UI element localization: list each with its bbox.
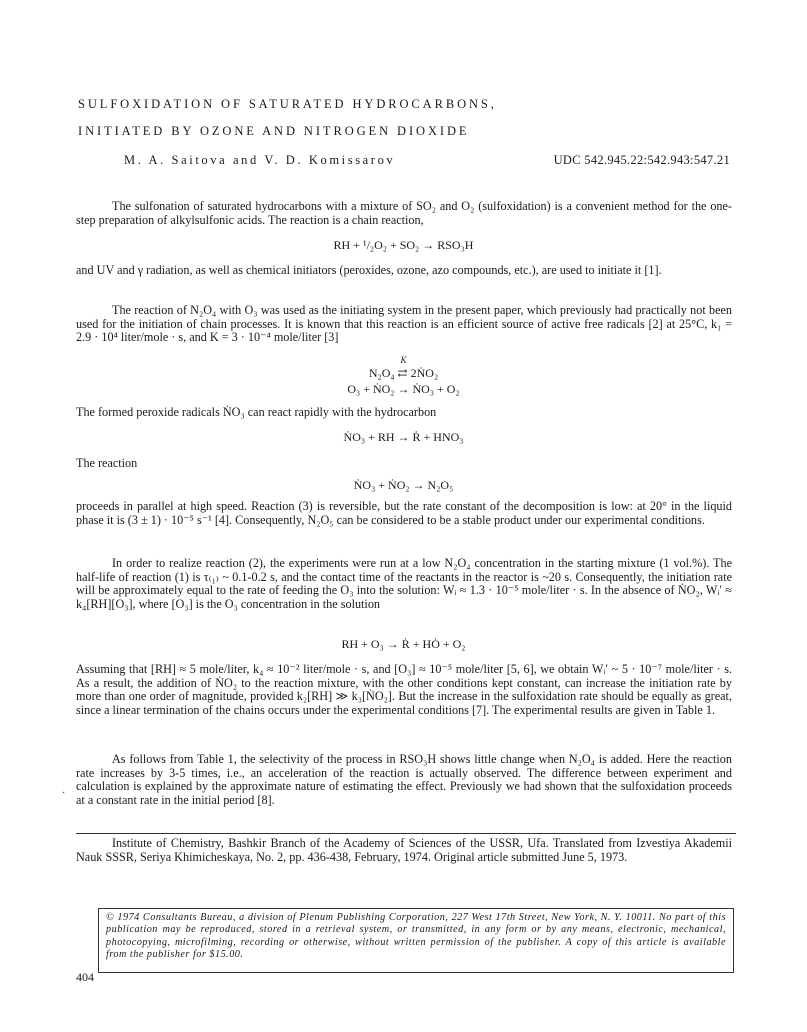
- paragraph-7: In order to realize reaction (2), the experiments were run at a low N₂O₄ concentration in the starting mixture (1 vol.%). The half-life of reaction (1) is τ₍₁₎ ~ 0.1-0.2 s, and the contact time of the reactants in the reactor is ~20 s. Consequently, the initiation rate will be approximately equal to the rate of feeding the O₃ into the solution: Wᵢ ≈ 1.3 · 10⁻⁵ mole/liter · s. In the absence of ṄO₂, Wᵢ′ ≈ k₄[RH][O₃], where [O₃] is the O₃ concentration in the solution: [76, 556, 732, 611]
- title-line-1: SULFOXIDATION OF SATURATED HYDROCARBONS,: [78, 97, 497, 111]
- page-number: 404: [76, 970, 94, 984]
- footnote-rule: [76, 833, 736, 834]
- copyright-text: © 1974 Consultants Bureau, a division of Plenum Publishing Corporation, 227 West 17th Street, New York, N. Y. 10011. No part of this publication may be reproduced, stored in a retrieval system, or transmitted, in any form or by any means, electronic, mechanical, photocopying, microfilming, recording or otherwise, without written permission of the publisher. A copy of this article is available from the publisher for $15.00.: [106, 912, 726, 961]
- udc-code: UDC 542.945.22:542.943:547.21: [553, 153, 730, 167]
- equation-4: ṄO₃ + RH → Ṙ + HNO₃: [343, 430, 464, 444]
- paragraph-5: The reaction: [76, 456, 138, 470]
- title-line-2: INITIATED BY OZONE AND NITROGEN DIOXIDE: [78, 124, 470, 138]
- paragraph-9: As follows from Table 1, the selectivity of the process in RSO₃H shows little change when N₂O₄ is added. Here the reaction rate increases by 3-5 times, i.e., an acceleration of the reaction is actually observed. The difference between experiment and calculation is explained by the approximate nature of estimating the effect. Previously we had shown that the sulfoxidation proceeds at a constant rate in the initial period [8].: [76, 752, 732, 807]
- paragraph-2: and UV and γ radiation, as well as chemical initiators (peroxides, ozone, azo compounds, etc.), are used to initiate it [1].: [76, 263, 662, 277]
- paragraph-4: The formed peroxide radicals ṄO₃ can react rapidly with the hydrocarbon: [76, 405, 437, 419]
- paragraph-1: The sulfonation of saturated hydrocarbons with a mixture of SO₂ and O₂ (sulfoxidation) is a convenient method for the one-step preparation of alkylsulfonic acids. The reaction is a chain reaction,: [76, 199, 732, 227]
- paragraph-3: The reaction of N₂O₄ with O₃ was used as the initiating system in the present paper, which previously had practically not been used for the initiation of chain processes. It is known that this reaction is an efficient source of active free radicals [2] at 25°C, k₁ = 2.9 · 10⁴ liter/mole · s, and K = 3 · 10⁻⁴ mole/liter [3]: [76, 303, 732, 345]
- equation-3: O₃ + ṄO₂ → ṄO₃ + O₂: [347, 382, 460, 396]
- equation-2: N₂O₄ ⇄ 2ṄO₂: [368, 366, 439, 380]
- equation-6: RH + O₃ → Ṙ + HȮ + O₂: [341, 637, 466, 651]
- margin-dot: ·: [62, 788, 66, 799]
- paragraph-6: proceeds in parallel at high speed. Reaction (3) is reversible, but the rate constant of the decomposition is low: at 20° in the liquid phase it is (3 ± 1) · 10⁻⁵ s⁻¹ [4]. Consequently, N₂O₅ can be considered to be a stable product under our experimental conditions.: [76, 499, 732, 527]
- institute-note: Institute of Chemistry, Bashkir Branch of the Academy of Sciences of the USSR, Ufa. Translated from Izvestiya Akademii Nauk SSSR, Seriya Khimicheskaya, No. 2, pp. 436-438, February, 1974. Original article submitted June 5, 1973.: [76, 836, 732, 864]
- paragraph-8: Assuming that [RH] ≈ 5 mole/liter, k₄ ≈ 10⁻² liter/mole · s, and [O₃] ≈ 10⁻⁵ mole/liter [5, 6], we obtain Wᵢ′ ~ 5 · 10⁻⁷ mole/liter · s. As a result, the addition of ṄO₂ to the reaction mixture, with the other conditions kept constant, can increase the initiation rate by more than one order of magnitude, provided k₂[RH] ≫ k₃[ṄO₂]. But the increase in the sulfoxidation rate should be equally as great, since a linear termination of the chains occurs under the experimental conditions [7]. The experimental results are given in Table 1.: [76, 662, 732, 717]
- equation-1: RH + ¹/₂O₂ + SO₂ → RSO₃H: [333, 238, 474, 252]
- equilibrium-label: K: [400, 355, 407, 365]
- authors: M. A. Saitova and V. D. Komissarov: [124, 153, 396, 167]
- equation-5: ṄO₃ + ṄO₂ → N₂O₅: [353, 478, 454, 492]
